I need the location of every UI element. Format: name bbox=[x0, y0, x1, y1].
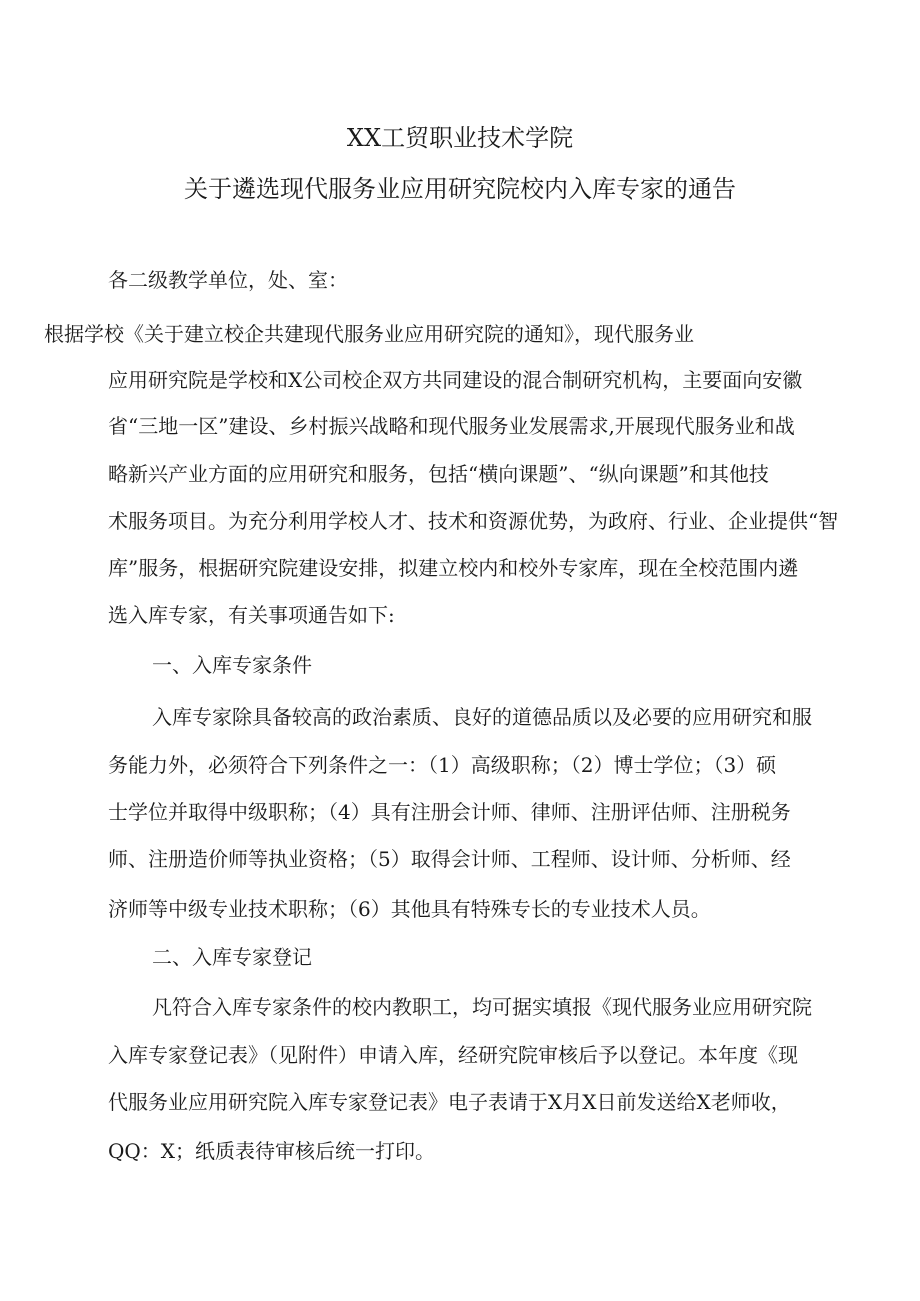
paragraph-line: 术服务项目。为充分利用学校人才、技术和资源优势，为政府、行业、企业提供“智 bbox=[108, 509, 839, 533]
paragraph-line: 务能力外，必须符合下列条件之一：（1）高级职称；（2）博士学位；（3）硕 bbox=[108, 753, 777, 777]
paragraph-line: 根据学校《关于建立校企共建现代服务业应用研究院的通知》，现代服务业 bbox=[44, 322, 694, 346]
paragraph-line: 应用研究院是学校和X公司校企双方共同建设的混合制研究机构，主要面向安徽 bbox=[108, 368, 803, 392]
paragraph-line: 省“三地一区”建设、乡村振兴战略和现代服务业发展需求,开展现代服务业和战 bbox=[108, 414, 795, 438]
section-heading-conditions: 一、入库专家条件 bbox=[152, 653, 312, 677]
section-heading-registration: 二、入库专家登记 bbox=[152, 945, 312, 969]
paragraph-line: QQ：X；纸质表待审核后统一打印。 bbox=[108, 1139, 436, 1163]
salutation: 各二级教学单位，处、室： bbox=[108, 268, 348, 292]
paragraph-line: 入库专家除具备较高的政治素质、良好的道德品质以及必要的应用研究和服 bbox=[152, 705, 812, 729]
paragraph-line: 凡符合入库专家条件的校内教职工，均可据实填报《现代服务业应用研究院 bbox=[152, 995, 812, 1019]
paragraph-line: 济师等中级专业技术职称；（6）其他具有特殊专长的专业技术人员。 bbox=[108, 897, 711, 921]
document-title-institution: XX工贸职业技术学院 bbox=[346, 124, 574, 152]
paragraph-line: 代服务业应用研究院入库专家登记表》电子表请于X月X日前发送给X老师收， bbox=[108, 1090, 791, 1114]
paragraph-line: 选入库专家，有关事项通告如下: bbox=[108, 603, 395, 627]
paragraph-line: 库”服务，根据研究院建设安排，拟建立校内和校外专家库，现在全校范围内遴 bbox=[108, 556, 799, 580]
document-title-subject: 关于遴选现代服务业应用研究院校内入库专家的通告 bbox=[184, 175, 736, 203]
paragraph-line: 师、注册造价师等执业资格；（5）取得会计师、工程师、设计师、分析师、经 bbox=[108, 847, 791, 871]
paragraph-line: 士学位并取得中级职称；（4）具有注册会计师、律师、注册评估师、注册税务 bbox=[108, 800, 791, 824]
paragraph-line: 略新兴产业方面的应用研究和服务，包括“横向课题”、“纵向课题”和其他技 bbox=[108, 462, 769, 486]
paragraph-line: 入库专家登记表》（见附件）申请入库，经研究院审核后予以登记。本年度《现 bbox=[108, 1043, 798, 1067]
